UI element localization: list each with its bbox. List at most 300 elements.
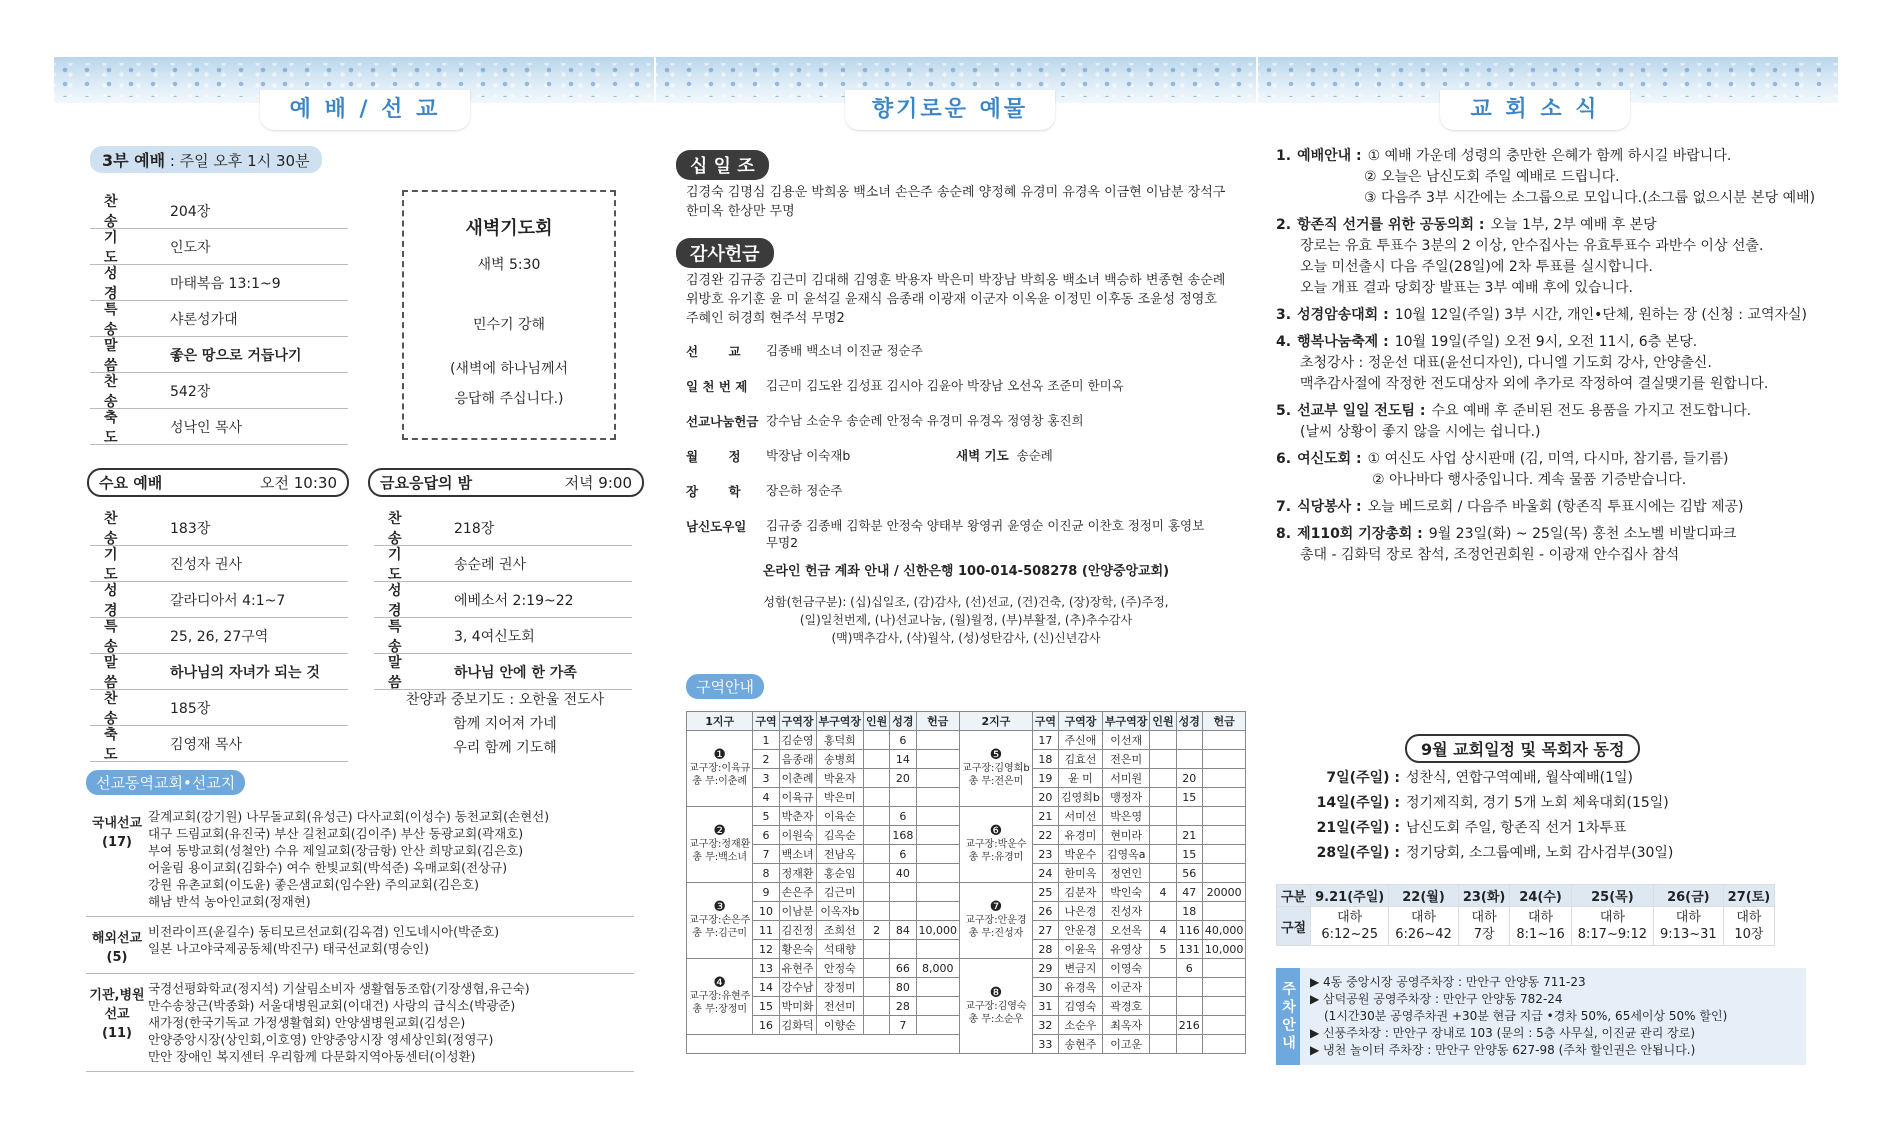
friday-time: 저녁 9:00 [564, 474, 632, 492]
news-line: 총대 - 김화덕 장로 참석, 조정언권회원 - 이광재 안수집사 참석 [1300, 547, 1680, 563]
district-cell: 전선미 [816, 997, 864, 1016]
offering-value: 강수남 소순우 송순례 안정숙 유경미 유경옥 정영창 홍진희 [766, 413, 1084, 428]
tithe-names [686, 183, 1246, 221]
district-cell: 최옥자 [1102, 1016, 1150, 1035]
friday-note1: 찬양과 중보기도 : 오한울 전도사 [405, 692, 605, 708]
district-cell: 나은경 [1059, 902, 1103, 921]
friday-note2: 함께 지어져 가네 [453, 716, 557, 732]
news-first-line [1276, 401, 1836, 422]
news-item [1276, 146, 1836, 209]
order-row [374, 618, 632, 654]
district-cell: 6 [890, 807, 916, 826]
order-row [90, 301, 348, 337]
order-label: 특송 [388, 618, 422, 655]
tithe-line: 김경숙 김명심 김용운 박희옹 백소녀 손은주 송순례 양정혜 유경미 유경옥 이금현 이남분 장석구 [686, 185, 1226, 200]
district-cell: 3 [753, 769, 779, 788]
district-cell [864, 997, 890, 1016]
mission-line: 대구 드림교회(유진국) 부산 길천교회(김이주) 부산 동광교회(곽재호) [148, 826, 524, 841]
order-label: 말씀 [104, 337, 138, 374]
district-cell [1202, 959, 1246, 978]
district-cell [1202, 788, 1246, 807]
district-cell [864, 750, 890, 769]
mission-group [86, 974, 634, 1072]
district-cell [1202, 826, 1246, 845]
order-row [90, 690, 348, 726]
order-row [90, 373, 348, 409]
reading-book: 대하 [1528, 910, 1554, 925]
order-value: 김영재 목사 [170, 736, 243, 753]
reading-day: 24(수) [1510, 885, 1571, 907]
order-row [374, 582, 632, 618]
district-group-leader: 교구장:이육규 [689, 763, 751, 774]
order-row [90, 546, 348, 582]
news-title: 예배안내 : [1297, 148, 1362, 164]
offering-value: 김근미 김도완 김성표 김시아 김윤아 박장남 오선옥 조준미 한미옥 [766, 378, 1124, 393]
district-cell [1150, 959, 1176, 978]
district-cell: 이옥자b [816, 902, 864, 921]
offering-row [686, 406, 1246, 441]
district-cell: 서미선 [1059, 807, 1103, 826]
district-cell [1202, 807, 1246, 826]
mission-line: 해남 반석 농아인교회(정재현) [148, 894, 311, 909]
offering-row [686, 336, 1246, 371]
news-number: 1. [1276, 148, 1292, 164]
district-cell [1150, 978, 1176, 997]
district-cell: 박미화 [779, 997, 816, 1016]
district-group-cell [960, 731, 1033, 807]
news-line: ③ 다음주 3부 시간에는 소그룹으로 모입니다.(소그룹 없으시분 본당 예배) [1364, 190, 1816, 206]
district-cell [864, 1016, 890, 1035]
district-group-num: ❸ [713, 899, 726, 915]
district-cell [1202, 731, 1246, 750]
mission-line: 부여 동방교회(성철안) 수유 제일교회(장금항) 안산 희망교회(김은호) [148, 843, 524, 858]
district-group-num: ❻ [989, 823, 1003, 839]
district-cell: 25 [1032, 883, 1058, 902]
district-cell: 유현주 [779, 959, 816, 978]
news-title: 여신도회 : [1297, 451, 1362, 467]
order-label: 특송 [104, 301, 138, 338]
order-row [90, 618, 348, 654]
district-cell: 5 [753, 807, 779, 826]
wednesday-time: 오전 10:30 [260, 474, 337, 492]
district-group-cell [687, 959, 753, 1035]
news-title: 제110회 기장총회 : [1297, 526, 1423, 542]
reading-book: 대하 [1599, 910, 1625, 925]
district-group-chong: 총 무:백소녀 [692, 852, 748, 863]
offering-line [766, 482, 1246, 499]
mission-line: 만안 장애인 복지센터 우리함께 다문화지역아동센터(이성환) [148, 1049, 476, 1064]
online-code-line: (맥)맥추감사, (삭)월삭, (성)성탄감사, (신)신년감사 [831, 631, 1101, 645]
news-line: 맥추감사절에 작정한 전도대상자 외에 추가로 작정하여 결실맺기를 원합니다. [1300, 376, 1769, 392]
district-cell: 이군자 [1102, 978, 1150, 997]
district-header: 구역 [1032, 712, 1058, 731]
district-cell [864, 845, 890, 864]
offering-label: 장 학 [686, 484, 741, 499]
district-cell: 11 [753, 921, 779, 940]
wednesday-order [90, 510, 348, 762]
district-cell: 16 [753, 1016, 779, 1035]
district-group-chong: 총 무:소순우 [968, 1013, 1024, 1025]
district-cell: 9 [753, 883, 779, 902]
district-group-cell [687, 731, 753, 807]
offering-names [766, 482, 1246, 499]
district-cell: 31 [1032, 997, 1058, 1016]
parking-line: ▶ 삼덕공원 공영주차장 : 만안구 안양동 782-24 [1310, 992, 1563, 1006]
district-cell [1176, 997, 1202, 1016]
district-cell: 김옥순 [816, 826, 864, 845]
offering-line [766, 377, 1246, 394]
district-cell [1150, 1016, 1176, 1035]
district-cell: 한미옥 [1059, 864, 1103, 883]
reading-verse: 8:17~9:12 [1577, 927, 1648, 942]
worship3-time: : 주일 오후 1시 30분 [169, 152, 310, 170]
district-cell: 맹정자 [1102, 788, 1150, 807]
mission-churches [148, 923, 499, 967]
news-number: 7. [1276, 499, 1292, 515]
district-cell: 47 [1176, 883, 1202, 902]
order-row [90, 582, 348, 618]
offering-label: 남신도우일 [686, 519, 747, 534]
monthly-date: 21일(주일) : [1316, 820, 1400, 836]
district-cell [1150, 826, 1176, 845]
mission-list [86, 802, 634, 1072]
district-cell: 박은영 [1102, 807, 1150, 826]
order-value: 송순례 권사 [454, 556, 527, 573]
parking-info [1276, 968, 1806, 1065]
order-label: 축도 [104, 726, 138, 763]
district-cell: 진성자 [1102, 902, 1150, 921]
reading-verse: 6:12~25 [1321, 927, 1378, 942]
reading-day: 26(금) [1654, 885, 1724, 907]
order-label: 말씀 [388, 654, 422, 691]
mission-group [86, 802, 634, 917]
order-row [374, 546, 632, 582]
tithe-title: 십 일 조 [676, 150, 769, 180]
district-cell: 이남분 [779, 902, 816, 921]
order-value: 하나님 안에 한 가족 [454, 664, 577, 681]
district-cell [916, 788, 960, 807]
district-cell: 21 [1176, 826, 1202, 845]
thanks-title: 감사헌금 [676, 238, 774, 268]
order-row [90, 265, 348, 301]
district-cell [890, 788, 916, 807]
reading-row-label: 구절 [1277, 907, 1311, 946]
district-group-cell [960, 807, 1033, 883]
news-title: 식당봉사 : [1297, 499, 1362, 515]
district-header: 구역장 [779, 712, 816, 731]
order-row [90, 337, 348, 373]
district-cell: 김영숙 [1059, 997, 1103, 1016]
district-cell: 홍순임 [816, 864, 864, 883]
district-cell-empty [687, 1035, 960, 1054]
district-group-num: ❹ [713, 975, 726, 991]
reading-cell [1510, 907, 1571, 946]
district-group-num: ❶ [713, 747, 726, 763]
district-cell [916, 750, 960, 769]
mission-count: (17) [102, 835, 132, 850]
monthly-text: 정기당회, 소그룹예배, 노회 감사검부(30일) [1406, 845, 1674, 861]
order-value: 샤론성가대 [170, 311, 238, 328]
district-row [687, 883, 1246, 902]
dawn-time: 새벽 5:30 [477, 257, 541, 273]
district-header: 부구역장 [1102, 712, 1150, 731]
mission-line: 국경선평화학교(정지석) 기살림소비자 생활협동조합(기장생협,유근숙) [148, 981, 530, 996]
news-line: ② 아나바다 행사중입니다. 계속 물품 기증받습니다. [1372, 472, 1687, 488]
district-cell: 유경옥 [1059, 978, 1103, 997]
district-cell: 40,000 [1202, 921, 1246, 940]
district-cell: 20 [1176, 769, 1202, 788]
district-cell: 유경미 [1059, 826, 1103, 845]
district-cell [1202, 750, 1246, 769]
order-label: 찬송 [104, 373, 138, 410]
offering-value2: 무명2 [766, 535, 799, 550]
district-cell [864, 959, 890, 978]
worship3-header [90, 146, 322, 173]
district-cell: 4 [753, 788, 779, 807]
district-cell [1150, 769, 1176, 788]
district-cell [916, 826, 960, 845]
offering-value: 김종배 백소녀 이진균 정순주 [766, 343, 923, 358]
district-cell [1176, 750, 1202, 769]
mission-title: 선교동역교회•선교지 [86, 770, 245, 795]
district-group-cell [687, 883, 753, 959]
district-cell [916, 864, 960, 883]
district-cell: 소순우 [1059, 1016, 1103, 1035]
district-header: 헌금 [1202, 712, 1246, 731]
district-cell: 김영희b [1059, 788, 1103, 807]
offering-names [766, 517, 1246, 551]
district-cell: 66 [890, 959, 916, 978]
news-line: ① 예배 가운데 성령의 충만한 은혜가 함께 하시길 바랍니다. [1367, 148, 1732, 164]
district-cell: 18 [1032, 750, 1058, 769]
reading-schedule [1276, 884, 1775, 946]
district-cell: 이춘례 [779, 769, 816, 788]
district-table [686, 711, 1246, 1054]
reading-cell [1311, 907, 1389, 946]
thanks-line: 주혜인 허경희 현주석 무명2 [686, 311, 845, 326]
district-cell [1150, 997, 1176, 1016]
district-cell: 22 [1032, 826, 1058, 845]
mission-churches [148, 980, 530, 1065]
reading-cell [1458, 907, 1510, 946]
district-cell: 석태향 [816, 940, 864, 959]
district-cell: 18 [1176, 902, 1202, 921]
order-value: 3, 4여신도회 [454, 628, 535, 645]
district-cell: 송병희 [816, 750, 864, 769]
order-row [90, 193, 348, 229]
district-cell: 17 [1032, 731, 1058, 750]
news-first-line [1276, 305, 1836, 326]
news-line: 오늘 미선출시 다음 주일(28일)에 2차 투표를 실시합니다. [1300, 259, 1653, 275]
district-cell [890, 883, 916, 902]
district-cell: 216 [1176, 1016, 1202, 1035]
order-label: 말씀 [104, 654, 138, 691]
district-cell: 현미라 [1102, 826, 1150, 845]
mission-line: 어울림 용이교회(김화수) 여수 한빛교회(박석준) 옥매교회(전상규) [148, 860, 508, 875]
district-group-chong: 총 무:진성자 [968, 928, 1024, 939]
news-first-line [1276, 215, 1836, 236]
offering-label: 월 정 [686, 449, 741, 464]
district-cell [864, 769, 890, 788]
district-cell [1202, 978, 1246, 997]
mission-churches [148, 808, 549, 910]
district-cell [1202, 769, 1246, 788]
district-cell: 12 [753, 940, 779, 959]
news-line: (날씨 상황이 좋지 않을 시에는 쉽니다.) [1300, 424, 1541, 440]
mission-line: 갈계교회(강기원) 나무돌교회(유성근) 다사교회(이성수) 동천교회(손현선) [148, 809, 550, 824]
order-value: 204장 [170, 203, 211, 220]
monthly-date: 28일(주일) : [1316, 845, 1400, 861]
district-cell: 6 [890, 731, 916, 750]
news-line: 오늘 1부, 2부 예배 후 본당 [1490, 217, 1657, 233]
reading-day: 25(목) [1571, 885, 1653, 907]
district-cell [1202, 864, 1246, 883]
offering-label: 선 교 [686, 344, 741, 359]
order-label: 축도 [104, 409, 138, 446]
news-item [1276, 401, 1836, 443]
mission-line: 강원 유촌교회(이도윤) 좋은샘교회(임수완) 주의교회(김은호) [148, 877, 479, 892]
reading-day: 23(화) [1458, 885, 1510, 907]
district-cell: 131 [1176, 940, 1202, 959]
mission-group-label [86, 980, 148, 1065]
reading-verse: 8:1~16 [1516, 927, 1565, 942]
order-label: 기도 [388, 546, 422, 583]
district-cell: 박운수 [1059, 845, 1103, 864]
friday-title: 금요응답의 밤 [380, 474, 473, 492]
online-code-line: 성함(헌금구분): (십)십일조, (감)감사, (선)선교, (건)건축, (장)장학, (주)주정, [763, 595, 1169, 609]
district-cell: 곽경호 [1102, 997, 1150, 1016]
district-header: 1지구 [687, 712, 753, 731]
district-group-chong: 총 무:장정미 [692, 1004, 748, 1015]
mission-group-label [86, 808, 148, 910]
district-cell [864, 940, 890, 959]
district-cell: 20000 [1202, 883, 1246, 902]
district-cell: 2 [753, 750, 779, 769]
monthly-list [1306, 766, 1826, 866]
district-cell: 박춘자 [779, 807, 816, 826]
district-cell: 김분자 [1059, 883, 1103, 902]
worship3-order [90, 193, 348, 445]
news-item [1276, 332, 1836, 395]
district-cell [864, 978, 890, 997]
district-cell [1202, 902, 1246, 921]
district-header: 인원 [1150, 712, 1176, 731]
offering-line [766, 447, 1246, 464]
news-title: 행복나눔축제 : [1297, 334, 1389, 350]
friday-header [368, 468, 644, 497]
reading-day: 9.21(주일) [1311, 885, 1389, 907]
mission-count: (5) [106, 950, 128, 965]
section-title-offering: 향기로운 예물 [845, 90, 1055, 130]
district-group-leader: 교구장:박운수 [965, 839, 1027, 850]
district-cell: 이영숙 [1102, 959, 1150, 978]
offering-names [766, 342, 1246, 359]
district-cell [916, 807, 960, 826]
order-row [90, 510, 348, 546]
offering-row [686, 441, 1246, 476]
order-value: 183장 [170, 520, 211, 537]
district-cell [916, 845, 960, 864]
offering-row [686, 511, 1246, 551]
district-cell: 손은주 [779, 883, 816, 902]
monthly-text: 성찬식, 연합구역예배, 월삭예배(1일) [1406, 770, 1633, 786]
district-cell: 116 [1176, 921, 1202, 940]
reading-cell [1723, 907, 1775, 946]
district-cell: 6 [890, 845, 916, 864]
order-label: 찬송 [104, 690, 138, 727]
district-cell: 조희선 [816, 921, 864, 940]
order-value: 에베소서 2:19~22 [454, 592, 574, 609]
district-cell: 84 [890, 921, 916, 940]
district-cell: 7 [753, 845, 779, 864]
district-cell: 이고운 [1102, 1035, 1150, 1054]
order-value: 인도자 [170, 239, 211, 256]
district-cell: 이원숙 [779, 826, 816, 845]
reading-cell [1389, 907, 1459, 946]
order-label: 찬송 [388, 510, 422, 547]
district-group-leader: 교구장:정재환 [689, 839, 751, 850]
district-cell: 주신애 [1059, 731, 1103, 750]
dawn-note1: (새벽에 하나님께서 [449, 361, 569, 377]
district-header: 헌금 [916, 712, 960, 731]
district-cell: 전남옥 [816, 845, 864, 864]
district-header: 인원 [864, 712, 890, 731]
district-cell: 20 [890, 769, 916, 788]
reading-verse: 7장 [1473, 927, 1495, 942]
district-cell [1150, 864, 1176, 883]
offering-value: 박장남 이숙재b [766, 448, 851, 463]
monthly-text: 남신도회 주일, 항존직 선거 1차투표 [1406, 820, 1627, 836]
district-cell [864, 864, 890, 883]
section-title-worship: 예 배 / 선 교 [260, 90, 470, 130]
friday-note3: 우리 함께 기도해 [453, 740, 557, 756]
reading-verse: 6:26~42 [1395, 927, 1452, 942]
district-cell [1202, 845, 1246, 864]
district-cell: 송현주 [1059, 1035, 1103, 1054]
mission-line: 비전라이프(윤길수) 동티모르선교회(김옥겸) 인도네시아(박준호) [148, 924, 500, 939]
district-cell: 이윤옥 [1059, 940, 1103, 959]
order-value: 성낙인 목사 [170, 419, 243, 436]
district-cell: 6 [753, 826, 779, 845]
reading-verse-row [1277, 907, 1775, 946]
offering-line [766, 517, 1246, 534]
order-value: 하나님의 자녀가 되는 것 [170, 664, 320, 681]
mission-label: 기관,병원 [89, 988, 145, 1003]
district-cell: 오선옥 [1102, 921, 1150, 940]
offering-names [766, 377, 1246, 394]
district-cell: 김진정 [779, 921, 816, 940]
mission-label: 해외선교 [91, 931, 143, 946]
district-group-num: ❺ [989, 747, 1003, 763]
mission-line: 만수송창근(박종화) 서울대병원교회(이대건) 사랑의 급식소(박광준) [148, 998, 516, 1013]
district-group-leader: 교구장:안운경 [965, 915, 1027, 926]
district-cell [916, 902, 960, 921]
district-group-cell [960, 959, 1033, 1054]
offering-value: 김규중 김종배 김학분 안정숙 양태부 왕영귀 윤영순 이진균 이찬호 정정미 홍영보 [766, 518, 1205, 533]
dawn-title: 새벽기도회 [465, 218, 553, 239]
district-header-row [687, 712, 1246, 731]
news-number: 4. [1276, 334, 1292, 350]
district-cell [1176, 731, 1202, 750]
order-row [90, 409, 348, 445]
news-item [1276, 524, 1836, 566]
online-account: 온라인 헌금 계좌 안내 / 신한은행 100-014-508278 (안양중앙교회) [762, 564, 1170, 579]
dawn-note2: 응답해 주십니다.) [454, 391, 564, 407]
news-item [1276, 215, 1836, 299]
district-header: 부구역장 [816, 712, 864, 731]
district-cell [1202, 1035, 1246, 1054]
news-first-line [1276, 497, 1836, 518]
